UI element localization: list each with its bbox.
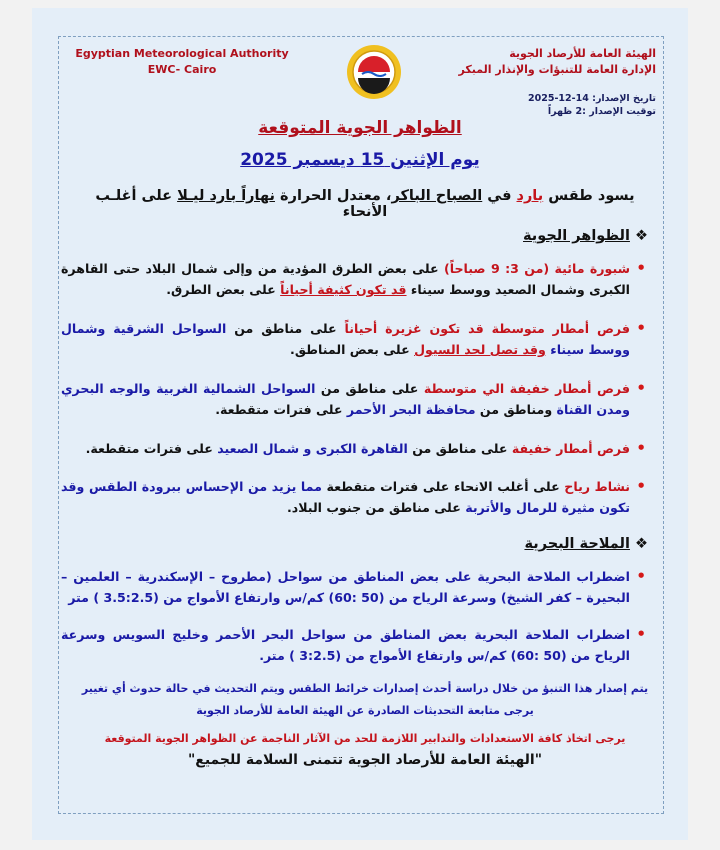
bullet-highlight: شبورة مائية (من 3: 9 صباحاً) [443, 261, 630, 276]
weather-summary [72, 188, 658, 220]
bullet-wind [61, 476, 646, 518]
bullet-text: على مناطق من [226, 321, 345, 336]
bullet-highlight: قد تكون كثيفة أحياناً [280, 282, 407, 297]
section-weather-phenomena [523, 228, 648, 244]
bullet-text: على مناطق من [407, 441, 512, 456]
diamond-icon: ❖ [635, 536, 648, 552]
bullet-light-rain [61, 438, 646, 459]
dept-name-ar: الإدارة العامة للتنبؤات والإنذار المبكر [458, 63, 656, 76]
note-follow: يرجى متابعة التحديثات الصادرة عن الهيئة العامة للأرصاد الجوية [196, 704, 534, 717]
bullet-region: السواحل الشمالية الغربية والوجه البحري ومدن القناة [61, 381, 630, 417]
bullet-text: على بعض الطرق. [166, 282, 281, 297]
summary-text: ، معتدل الحرارة [274, 188, 392, 204]
diamond-icon: ❖ [635, 228, 648, 244]
bullet-text: على أغلب الانحاء على فترات متقطعة [321, 479, 565, 494]
header-english [72, 46, 292, 78]
section-label: الملاحة البحرية [524, 536, 630, 552]
bullet-region: اضطراب الملاحة البحرية على بعض المناطق من سواحل (مطروح – الإسكندرية – العلمين – البحيرة – كفر الشيخ) [61, 569, 630, 605]
bullet-text: على فترات متقطعة. [215, 402, 347, 417]
branch-name-en: EWC- Cairo [147, 63, 217, 76]
bullet-marine-red-sea [61, 624, 646, 666]
bullet-region: محافظة البحر الأحمر [346, 402, 476, 417]
bullet-text: على بعض الطرق المؤدية من وإلى شمال البلاد حتى القاهرة الكبرى وشمال الصعيد ووسط سيناء [61, 261, 630, 297]
bullet-fog [61, 258, 646, 300]
bullet-region: وقد تكون مثيرة للرمال والأتربة [61, 479, 630, 515]
summary-text: يسود طقس [543, 188, 635, 204]
summary-early-morning: الصباح الباكر [391, 188, 483, 204]
bullet-light-moderate-rain [61, 378, 646, 420]
issue-time: توقيت الإصدار :2 ظهراً [547, 106, 656, 117]
summary-text: في [482, 188, 517, 204]
bullet-text: ومناطق من [475, 402, 557, 417]
header-arabic [406, 46, 656, 78]
note-update: يتم إصدار هذا التنبؤ من خلال دراسة أحدث إصدارات خرائط الطقس ويتم التحديث في حالة حدوث أي تغيير [81, 682, 649, 695]
bullet-marine-mediterranean [61, 566, 646, 608]
bullet-moderate-rain [61, 318, 646, 360]
bullet-region: وسرعة الرياح من (50 :60) كم/س وارتفاع الأمواج من (3.5:2.5 ) متر [68, 590, 501, 605]
bullet-highlight: وقد تصل لحد السيول [414, 342, 546, 357]
note-precautions: يرجى اتخاذ كافة الاستعدادات والتدابير اللازمة للحد من الآثار الناجمة عن الظواهر الجوية المتوقعة [104, 732, 626, 745]
bullet-highlight: نشاط رياح [564, 479, 630, 494]
issue-date: تاريخ الإصدار: 14-12-2025 [528, 93, 656, 104]
bullet-text: على مناطق من [315, 381, 424, 396]
bullet-text: على بعض المناطق. [290, 342, 415, 357]
bullet-highlight: فرص أمطار خفيفة الي متوسطة [423, 381, 630, 396]
bullet-region: وسرعة الرياح من (50 :60) كم/س وارتفاع الأمواج من (3:2.5 ) متر. [61, 627, 630, 663]
bullet-region: اضطراب الملاحة البحرية بعض المناطق من سواحل البحر الأحمر وخليج السويس [112, 627, 631, 642]
bulletin-date: يوم الإثنين 15 ديسمبر 2025 [240, 150, 480, 170]
bullet-region: القاهرة الكبرى و شمال الصعيد [217, 441, 408, 456]
org-name-en: Egyptian Meteorological Authority [75, 47, 289, 60]
bullet-text: على فترات متقطعة. [85, 441, 218, 456]
bulletin-title: الظواهر الجوية المتوقعة [258, 118, 462, 138]
summary-day-night: نهاراً بارد ليـلا [177, 188, 275, 204]
bullet-text: على مناطق من جنوب البلاد. [287, 500, 466, 515]
section-label: الظواهر الجوية [523, 228, 630, 244]
bulletin-page [32, 8, 688, 840]
bullet-region: مما يزيد من الإحساس ببرودة الطقس [88, 479, 322, 494]
org-name-ar: الهيئة العامة للأرصاد الجوية [509, 47, 656, 60]
bullet-region: السواحل الشرقية وشمال ووسط سيناء [61, 321, 630, 357]
section-marine [524, 536, 648, 552]
bullet-highlight: فرص أمطار متوسطة قد تكون غزيرة أحياناً [344, 321, 630, 336]
ema-logo-icon [346, 44, 402, 100]
summary-cold: بارد [516, 188, 544, 204]
bullet-highlight: فرص أمطار خفيفة [511, 441, 630, 456]
closing-message: "الهيئة العامة للأرصاد الجوية تتمنى السلامة للجميع" [187, 752, 543, 768]
issue-info [436, 92, 656, 118]
summary-text: على أغلـب الأنحاء [95, 188, 388, 220]
